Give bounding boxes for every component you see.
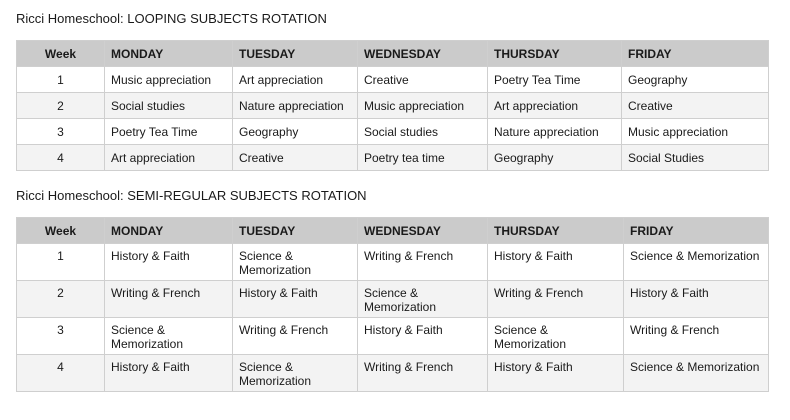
col-header-week: Week	[17, 218, 105, 244]
semi-regular-rotation-title: Ricci Homeschool: SEMI-REGULAR SUBJECTS ROTATION	[16, 188, 367, 203]
thursday-cell: Writing & French	[488, 281, 624, 318]
tuesday-cell: Art appreciation	[233, 67, 358, 93]
col-header-monday: MONDAY	[105, 218, 233, 244]
col-header-week: Week	[17, 41, 105, 67]
wednesday-cell: Writing & French	[358, 244, 488, 281]
table-row	[17, 281, 769, 318]
thursday-cell: History & Faith	[488, 355, 624, 392]
col-header-thursday: THURSDAY	[488, 41, 622, 67]
week-number-cell: 1	[17, 244, 105, 281]
table-row	[17, 244, 769, 281]
tuesday-cell: Geography	[233, 119, 358, 145]
col-header-wednesday: WEDNESDAY	[358, 41, 488, 67]
col-header-thursday: THURSDAY	[488, 218, 624, 244]
friday-cell: Science & Memorization	[624, 355, 769, 392]
tuesday-cell: Science & Memorization	[233, 355, 358, 392]
table-row	[17, 67, 769, 93]
friday-cell: Social Studies	[622, 145, 769, 171]
tuesday-cell: Nature appreciation	[233, 93, 358, 119]
monday-cell: Art appreciation	[105, 145, 233, 171]
table-row	[17, 93, 769, 119]
wednesday-cell: History & Faith	[358, 318, 488, 355]
wednesday-cell: Writing & French	[358, 355, 488, 392]
thursday-cell: Art appreciation	[488, 93, 622, 119]
monday-cell: History & Faith	[105, 355, 233, 392]
friday-cell: Creative	[622, 93, 769, 119]
friday-cell: Geography	[622, 67, 769, 93]
week-number-cell: 2	[17, 281, 105, 318]
tuesday-cell: Creative	[233, 145, 358, 171]
wednesday-cell: Poetry tea time	[358, 145, 488, 171]
table-row	[17, 318, 769, 355]
tuesday-cell: History & Faith	[233, 281, 358, 318]
monday-cell: Writing & French	[105, 281, 233, 318]
table-row	[17, 355, 769, 392]
monday-cell: Social studies	[105, 93, 233, 119]
week-number-cell: 2	[17, 93, 105, 119]
col-header-wednesday: WEDNESDAY	[358, 218, 488, 244]
table-row	[17, 119, 769, 145]
tuesday-cell: Science & Memorization	[233, 244, 358, 281]
monday-cell: Poetry Tea Time	[105, 119, 233, 145]
wednesday-cell: Social studies	[358, 119, 488, 145]
wednesday-cell: Music appreciation	[358, 93, 488, 119]
col-header-tuesday: TUESDAY	[233, 218, 358, 244]
friday-cell: History & Faith	[624, 281, 769, 318]
header-row	[17, 41, 769, 67]
friday-cell: Music appreciation	[622, 119, 769, 145]
thursday-cell: Nature appreciation	[488, 119, 622, 145]
thursday-cell: Poetry Tea Time	[488, 67, 622, 93]
week-number-cell: 4	[17, 145, 105, 171]
col-header-friday: FRIDAY	[624, 218, 769, 244]
week-number-cell: 4	[17, 355, 105, 392]
monday-cell: Music appreciation	[105, 67, 233, 93]
wednesday-cell: Creative	[358, 67, 488, 93]
header-row	[17, 218, 769, 244]
tuesday-cell: Writing & French	[233, 318, 358, 355]
monday-cell: History & Faith	[105, 244, 233, 281]
thursday-cell: History & Faith	[488, 244, 624, 281]
col-header-friday: FRIDAY	[622, 41, 769, 67]
wednesday-cell: Science & Memorization	[358, 281, 488, 318]
week-number-cell: 3	[17, 318, 105, 355]
friday-cell: Writing & French	[624, 318, 769, 355]
col-header-tuesday: TUESDAY	[233, 41, 358, 67]
week-number-cell: 3	[17, 119, 105, 145]
table-row	[17, 145, 769, 171]
thursday-cell: Geography	[488, 145, 622, 171]
col-header-monday: MONDAY	[105, 41, 233, 67]
looping-rotation-title: Ricci Homeschool: LOOPING SUBJECTS ROTATION	[16, 11, 327, 26]
monday-cell: Science & Memorization	[105, 318, 233, 355]
thursday-cell: Science & Memorization	[488, 318, 624, 355]
friday-cell: Science & Memorization	[624, 244, 769, 281]
semi-regular-rotation-table	[16, 217, 769, 392]
looping-rotation-table	[16, 40, 769, 171]
week-number-cell: 1	[17, 67, 105, 93]
